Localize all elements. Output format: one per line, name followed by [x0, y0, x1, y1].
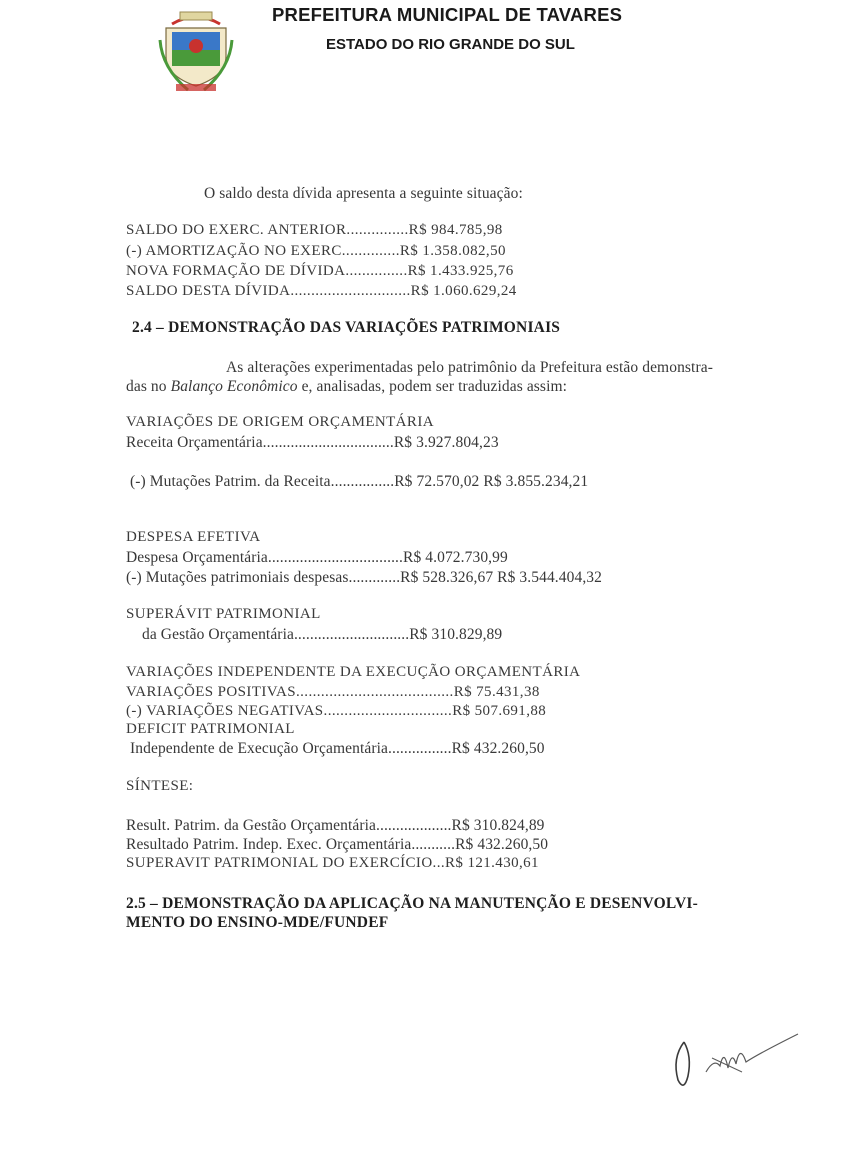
deficit-title: DEFICIT PATRIMONIAL — [126, 721, 295, 737]
section-heading-2-5-line-1: 2.5 – DEMONSTRAÇÃO DA APLICAÇÃO NA MANUTENÇÃO E DESENVOLVI- — [126, 895, 698, 912]
section-heading-2-4: 2.4 – DEMONSTRAÇÃO DAS VARIAÇÕES PATRIMONIAIS — [132, 319, 561, 336]
despesa-mutacoes-line: (-) Mutações patrimoniais despesas.............R$ 528.326,67 R$ 3.544.404,32 — [126, 569, 602, 586]
origem-title: VARIAÇÕES DE ORIGEM ORÇAMENTÁRIA — [126, 414, 434, 430]
debt-line-amortizacao: (-) AMORTIZAÇÃO NO EXERC..............R$ 1.358.082,50 — [126, 243, 506, 259]
deficit-independente-line: Independente de Execução Orçamentária................R$ 432.260,50 — [130, 740, 545, 757]
superavit-title: SUPERÁVIT PATRIMONIAL — [126, 606, 321, 622]
signature-icon — [668, 1028, 808, 1098]
despesa-title: DESPESA EFETIVA — [126, 529, 261, 545]
independente-title: VARIAÇÕES INDEPENDENTE DA EXECUÇÃO ORÇAMENTÁRIA — [126, 664, 581, 680]
variacoes-negativas-line: (-) VARIAÇÕES NEGATIVAS...............................R$ 507.691,88 — [126, 703, 547, 719]
balanco-economico-italic: Balanço Econômico — [170, 378, 298, 395]
debt-line-saldo-divida: SALDO DESTA DÍVIDA.............................R$ 1.060.629,24 — [126, 283, 517, 299]
header-subtitle: ESTADO DO RIO GRANDE DO SUL — [326, 36, 575, 53]
municipal-crest-icon — [158, 6, 234, 96]
intro-text: O saldo desta dívida apresenta a seguinte situação: — [204, 185, 523, 202]
debt-line-saldo-anterior: SALDO DO EXERC. ANTERIOR...............R$ 984.785,98 — [126, 222, 503, 238]
sintese-line-1: Result. Patrim. da Gestão Orçamentária...................R$ 310.824,89 — [126, 817, 545, 834]
header-title: PREFEITURA MUNICIPAL DE TAVARES — [272, 4, 623, 25]
debt-line-nova-formacao: NOVA FORMAÇÃO DE DÍVIDA...............R$ 1.433.925,76 — [126, 263, 514, 279]
superavit-gestao-line: da Gestão Orçamentária.............................R$ 310.829,89 — [142, 626, 503, 643]
paragraph-line-1: As alterações experimentadas pelo patrimônio da Prefeitura estão demonstra- — [226, 359, 713, 376]
sintese-title: SÍNTESE: — [126, 778, 194, 794]
variacoes-positivas-line: VARIAÇÕES POSITIVAS......................................R$ 75.431,38 — [126, 684, 540, 700]
paragraph-line-2: das no Balanço Econômico e, analisadas, podem ser traduzidas assim: — [126, 378, 568, 395]
section-heading-2-5-line-2: MENTO DO ENSINO-MDE/FUNDEF — [126, 914, 389, 931]
sintese-line-2: Resultado Patrim. Indep. Exec. Orçamentária...........R$ 432.260,50 — [126, 836, 549, 853]
origem-mutacoes-line: (-) Mutações Patrim. da Receita................R$ 72.570,02 R$ 3.855.234,21 — [130, 473, 589, 490]
despesa-orcamentaria-line: Despesa Orçamentária..................................R$ 4.072.730,99 — [126, 549, 508, 566]
origem-receita-line: Receita Orçamentária.................................R$ 3.927.804,23 — [126, 434, 499, 451]
sintese-line-3: SUPERAVIT PATRIMONIAL DO EXERCÍCIO...R$ 121.430,61 — [126, 855, 539, 871]
